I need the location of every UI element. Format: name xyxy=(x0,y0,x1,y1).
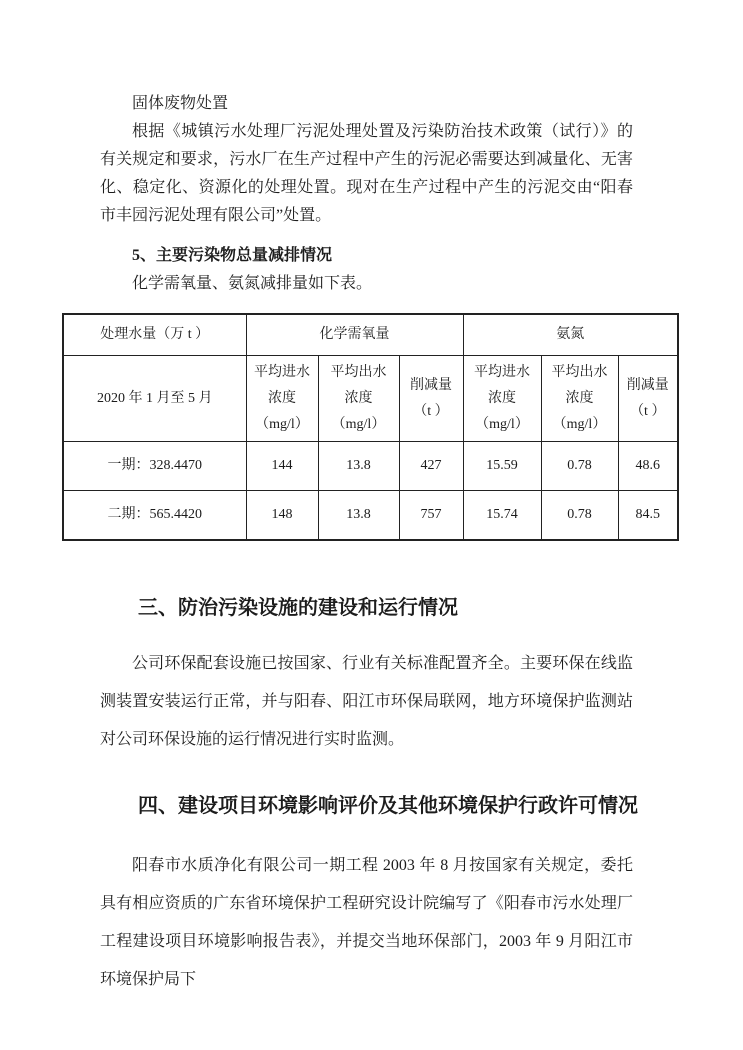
section3-heading: 三、防治污染设施的建设和运行情况 xyxy=(138,597,458,619)
header-nh3-reduction xyxy=(618,356,678,442)
table-row-phase1 xyxy=(63,442,678,491)
header-cod-group: 化学需氧量 xyxy=(246,314,463,356)
header-cod-in xyxy=(246,356,318,442)
header-nh3-reduction-line1: 削减量 xyxy=(626,377,669,393)
item5-heading: 5、主要污染物总量减排情况 xyxy=(132,247,333,264)
header-cod-in-line1: 平均进水 xyxy=(254,364,310,380)
header-nh3-out-line2: 浓度 xyxy=(565,390,594,406)
table-row xyxy=(63,314,678,356)
phase1-cod-reduction: 427 xyxy=(399,442,463,491)
table-row xyxy=(63,356,678,442)
pollutant-reduction-table xyxy=(62,313,679,541)
section4-paragraph: 阳春市水质净化有限公司一期工程 2003 年 8 月按国家有关规定，委托具有相应资质的广东省环境保护工程研究设计院编写了《阳春市污水处理厂工程建设项目环境影响报告表》，并提交当地环保部门，2003 年 9 月阳江市环境保护局下 xyxy=(100,857,633,988)
header-cod-out-line2: 浓度 xyxy=(344,390,373,406)
header-nh3-out xyxy=(541,356,618,442)
phase2-label: 二期：565.4420 xyxy=(63,491,246,541)
phase2-nh3-out: 0.78 xyxy=(541,491,618,541)
phase2-cod-reduction: 757 xyxy=(399,491,463,541)
header-nh3-out-line3: （mg/l） xyxy=(552,416,607,432)
header-nh3-in-line3: （mg/l） xyxy=(475,416,529,432)
header-cod-in-line2: 浓度 xyxy=(268,390,296,406)
phase1-cod-out: 13.8 xyxy=(318,442,399,491)
phase1-cod-in: 144 xyxy=(246,442,318,491)
table-row-phase2 xyxy=(63,491,678,541)
header-nh3-in xyxy=(463,356,541,442)
header-cod-out-line3: （mg/l） xyxy=(331,416,386,432)
header-nh3-reduction-line2: （t ） xyxy=(630,403,666,419)
phase2-cod-in: 148 xyxy=(246,491,318,541)
phase2-nh3-reduction: 84.5 xyxy=(618,491,678,541)
header-cod-in-line3: （mg/l） xyxy=(255,416,309,432)
header-period: 2020 年 1 月至 5 月 xyxy=(63,356,246,442)
phase2-nh3-in: 15.74 xyxy=(463,491,541,541)
header-nh3-out-line1: 平均出水 xyxy=(551,364,608,380)
header-nh3-in-line2: 浓度 xyxy=(488,390,516,406)
phase1-nh3-reduction: 48.6 xyxy=(618,442,678,491)
section3-paragraph: 公司环保配套设施已按国家、行业有关标准配置齐全。主要环保在线监测装置安装运行正常，并与阳春、阳江市环保局联网，地方环境保护监测站对公司环保设施的运行情况进行实时监测。 xyxy=(100,655,633,748)
phase1-nh3-out: 0.78 xyxy=(541,442,618,491)
section4-heading: 四、建设项目环境影响评价及其他环境保护行政许可情况 xyxy=(138,795,638,817)
phase2-cod-out: 13.8 xyxy=(318,491,399,541)
solid-waste-disposal-title: 固体废物处置 xyxy=(132,95,229,112)
header-nh3-in-line1: 平均进水 xyxy=(474,364,530,380)
sludge-policy-paragraph: 根据《城镇污水处理厂污泥处理处置及污染防治技术政策（试行）》的有关规定和要求，污水厂在生产过程中产生的污泥必需要达到减量化、无害化、稳定化、资源化的处理处置。现对在生产过程中产生的污泥交由“阳春市丰园污泥处理有限公司”处置。 xyxy=(100,123,633,224)
header-cod-reduction-line1: 削减量 xyxy=(410,377,452,393)
phase1-label: 一期：328.4470 xyxy=(63,442,246,491)
header-cod-out-line1: 平均出水 xyxy=(330,364,387,380)
header-nh3-group: 氨氮 xyxy=(463,314,678,356)
header-cod-reduction-line2: （t ） xyxy=(413,403,449,419)
table-intro-text: 化学需氧量、氨氮减排量如下表。 xyxy=(132,275,373,292)
header-cod-out xyxy=(318,356,399,442)
phase1-nh3-in: 15.59 xyxy=(463,442,541,491)
header-cod-reduction xyxy=(399,356,463,442)
header-water-volume: 处理水量（万 t ） xyxy=(63,314,246,356)
